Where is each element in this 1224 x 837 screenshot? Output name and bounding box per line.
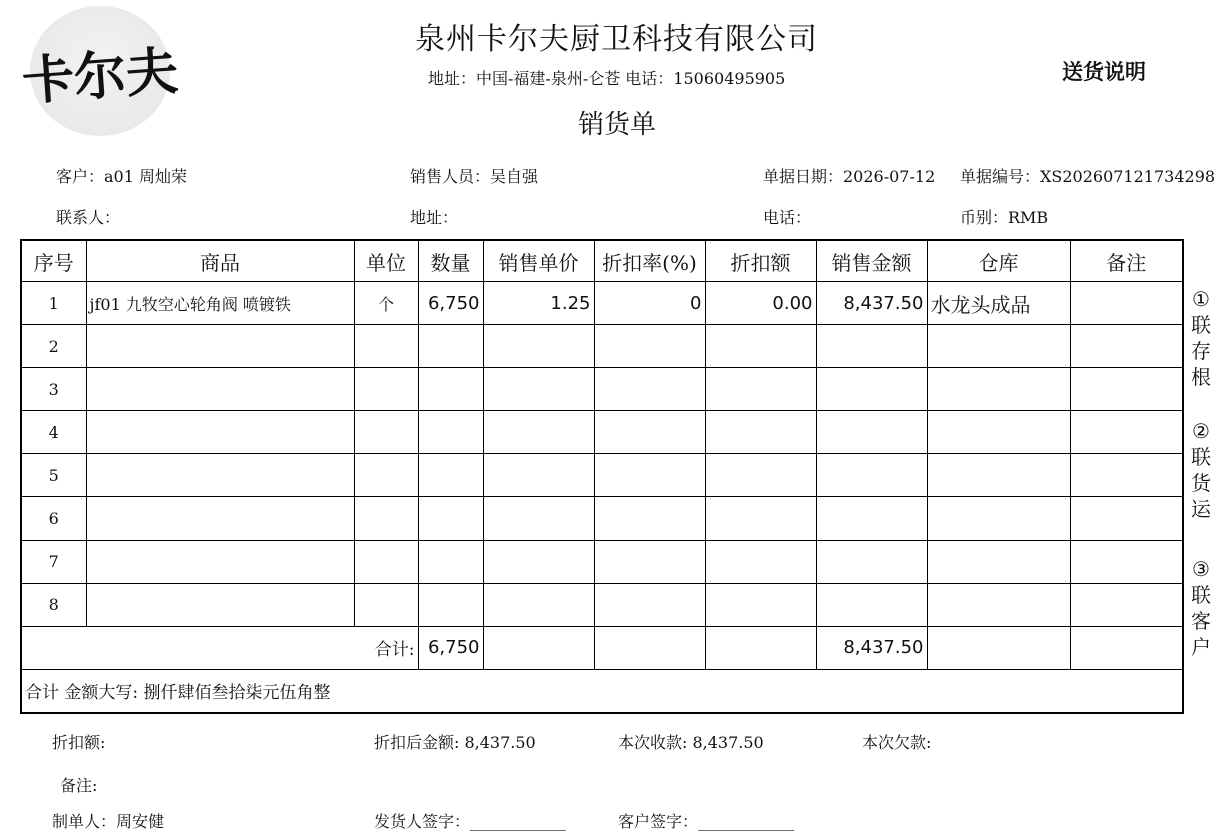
table-row (21, 325, 1183, 368)
amount-in-words-row (21, 669, 1183, 713)
table-row (21, 368, 1183, 411)
copy-label-char: 存 (1191, 339, 1211, 363)
column-header-warehouse: 仓库 (927, 240, 1070, 282)
column-header-product: 商品 (86, 240, 354, 282)
copy-label-char: 客 (1191, 609, 1211, 633)
row-unit (354, 583, 418, 626)
company-address: 地址：中国-福建-泉州-仑苍 电话：15060495905 (428, 69, 786, 88)
row-discount-rate (594, 454, 705, 497)
row-price (483, 497, 594, 540)
row-warehouse (927, 411, 1070, 454)
row-price (483, 540, 594, 583)
column-header-seq: 序号 (21, 240, 86, 282)
total-qty: 6,750 (418, 626, 483, 669)
address-field: 地址： (410, 208, 459, 227)
row-product (86, 497, 354, 540)
total-empty-note (1070, 626, 1183, 669)
row-note (1070, 368, 1183, 411)
column-header-note: 备注 (1070, 240, 1183, 282)
customer-field: 客户：a01 周灿荣 (56, 167, 187, 186)
row-note (1070, 540, 1183, 583)
remark-field: 备注: (60, 776, 98, 795)
delivery-note-link[interactable]: 送货说明 (1062, 60, 1146, 84)
total-amount: 8,437.50 (816, 626, 927, 669)
row-note (1070, 454, 1183, 497)
row-unit (354, 325, 418, 368)
table-row (21, 540, 1183, 583)
salesperson-field: 销售人员：吴自强 (410, 167, 539, 186)
row-qty (418, 454, 483, 497)
row-seq: 1 (21, 282, 86, 325)
row-qty (418, 583, 483, 626)
row-product (86, 454, 354, 497)
table-row (21, 282, 1183, 325)
row-unit (354, 368, 418, 411)
row-amount (816, 325, 927, 368)
row-seq: 5 (21, 454, 86, 497)
row-product (86, 540, 354, 583)
row-warehouse (927, 540, 1070, 583)
row-amount (816, 454, 927, 497)
after-discount-amount: 折扣后金额: 8,437.50 (374, 733, 536, 752)
copy-label-char: 联 (1191, 583, 1211, 607)
row-note (1070, 411, 1183, 454)
company-logo (20, 6, 180, 136)
copy-label-char: ③ (1192, 557, 1210, 581)
row-discount-rate (594, 540, 705, 583)
row-warehouse (927, 583, 1070, 626)
row-product (86, 583, 354, 626)
column-header-amount: 销售金额 (816, 240, 927, 282)
row-seq: 4 (21, 411, 86, 454)
row-price: 1.25 (483, 282, 594, 325)
table-row (21, 411, 1183, 454)
document-date-field: 单据日期：2026-07-12 (763, 167, 936, 186)
contact-field: 联系人： (56, 208, 121, 227)
row-discount-rate (594, 497, 705, 540)
row-discount-rate: 0 (594, 282, 705, 325)
column-header-discount-amount: 折扣额 (705, 240, 816, 282)
row-discount-rate (594, 411, 705, 454)
row-discount-amount (705, 583, 816, 626)
copy-label-char: 联 (1191, 313, 1211, 337)
row-qty (418, 368, 483, 411)
row-warehouse (927, 325, 1070, 368)
row-unit (354, 411, 418, 454)
row-price (483, 325, 594, 368)
row-discount-amount (705, 454, 816, 497)
owed-amount: 本次欠款: (862, 733, 932, 752)
row-unit (354, 454, 418, 497)
row-amount (816, 411, 927, 454)
row-unit (354, 540, 418, 583)
row-amount (816, 368, 927, 411)
total-empty-price (483, 626, 594, 669)
phone-field: 电话： (763, 208, 812, 227)
row-note (1070, 497, 1183, 540)
copy-label-char: 货 (1191, 471, 1211, 495)
table-row (21, 454, 1183, 497)
copy-label-char: 联 (1191, 445, 1211, 469)
row-product (86, 368, 354, 411)
row-discount-amount (705, 368, 816, 411)
row-discount-rate (594, 368, 705, 411)
copy-label-char: ① (1192, 287, 1210, 311)
total-empty-warehouse (927, 626, 1070, 669)
row-qty (418, 325, 483, 368)
row-unit: 个 (354, 282, 418, 325)
copy-label-char: 根 (1191, 365, 1211, 389)
total-empty-discount (705, 626, 816, 669)
document-maker: 制单人：周安健 (52, 812, 165, 831)
shipper-signature: 发货人签字：____________ (374, 812, 567, 831)
total-label: 合计: (21, 626, 418, 669)
currency-field: 币别：RMB (960, 208, 1049, 227)
copy-label-char: ② (1192, 419, 1210, 443)
row-qty (418, 497, 483, 540)
row-warehouse (927, 454, 1070, 497)
row-qty (418, 411, 483, 454)
row-warehouse: 水龙头成品 (927, 282, 1070, 325)
discount-footer: 折扣额: (52, 733, 106, 752)
row-seq: 8 (21, 583, 86, 626)
row-qty: 6,750 (418, 282, 483, 325)
row-product (86, 325, 354, 368)
table-row (21, 497, 1183, 540)
total-empty-rate (594, 626, 705, 669)
table-row (21, 583, 1183, 626)
row-note (1070, 325, 1183, 368)
row-unit (354, 497, 418, 540)
sales-items-table (20, 239, 1184, 714)
copy-label-stub (1186, 286, 1216, 390)
row-price (483, 583, 594, 626)
row-price (483, 368, 594, 411)
row-amount: 8,437.50 (816, 282, 927, 325)
row-warehouse (927, 368, 1070, 411)
column-header-unit: 单位 (354, 240, 418, 282)
column-header-qty: 数量 (418, 240, 483, 282)
row-seq: 2 (21, 325, 86, 368)
received-amount: 本次收款: 8,437.50 (618, 733, 764, 752)
row-price (483, 411, 594, 454)
row-seq: 6 (21, 497, 86, 540)
row-seq: 3 (21, 368, 86, 411)
row-discount-amount: 0.00 (705, 282, 816, 325)
column-header-discount-rate: 折扣率(%) (594, 240, 705, 282)
copy-label-char: 户 (1191, 635, 1211, 659)
copy-label-transport (1186, 418, 1216, 522)
copy-label-char: 运 (1191, 497, 1211, 521)
row-discount-amount (705, 497, 816, 540)
totals-row (21, 626, 1183, 669)
row-product: jf01 九牧空心轮角阀 喷镀铁 (86, 282, 354, 325)
document-title: 销货单 (578, 110, 657, 140)
row-qty (418, 540, 483, 583)
row-price (483, 454, 594, 497)
customer-signature: 客户签字：____________ (618, 812, 795, 831)
copy-label-customer (1186, 556, 1216, 660)
row-amount (816, 583, 927, 626)
row-amount (816, 540, 927, 583)
row-note (1070, 583, 1183, 626)
row-discount-rate (594, 325, 705, 368)
document-number-field: 单据编号：XS202607121734298 (960, 167, 1216, 186)
row-discount-rate (594, 583, 705, 626)
row-product (86, 411, 354, 454)
company-name: 泉州卡尔夫厨卫科技有限公司 (415, 22, 818, 57)
logo-lettering: 卡尔夫 (20, 40, 180, 113)
logo-brush-mark (20, 6, 180, 136)
row-discount-amount (705, 325, 816, 368)
row-amount (816, 497, 927, 540)
table-header-row (21, 240, 1183, 282)
amount-in-words: 合计 金额大写: 捌仟肆佰叁拾柒元伍角整 (21, 669, 1183, 713)
column-header-price: 销售单价 (483, 240, 594, 282)
row-note (1070, 282, 1183, 325)
row-discount-amount (705, 411, 816, 454)
row-seq: 7 (21, 540, 86, 583)
row-warehouse (927, 497, 1070, 540)
row-discount-amount (705, 540, 816, 583)
